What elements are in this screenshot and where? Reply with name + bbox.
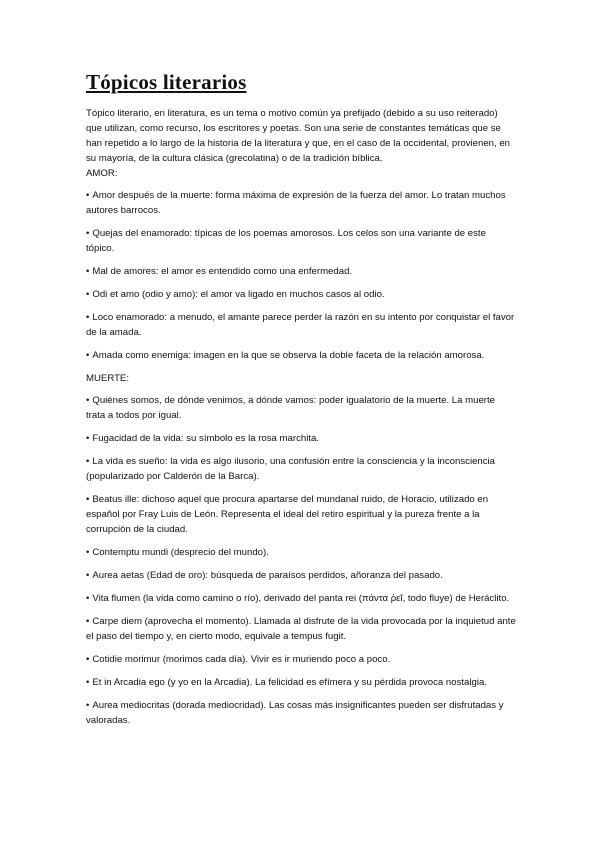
list-item-text: Vita flumen (la vida como camino o río), derivado del panta rei (πάντα ῥεῖ, todo fluye) de Heráclito.: [92, 593, 510, 604]
list-item-text: Carpe diem (aprovecha el momento). Llamada al disfrute de la vida provocada por la inquietud ante el paso del tiempo y, en cierto modo, equivale a tempus fugit.: [86, 616, 516, 642]
list-item: [86, 348, 516, 363]
list-item: [86, 591, 516, 606]
amor-list: [86, 188, 516, 363]
list-item: [86, 287, 516, 302]
list-item: [86, 226, 516, 256]
list-item: [86, 310, 516, 340]
list-item-text: La vida es sueño: la vida es algo ilusorio, una confusión entre la consciencia y la inconsciencia (popularizado por Calderón de la Barca).: [86, 456, 496, 482]
list-item-text: Quiénes somos, de dónde venimos, a dónde vamos: poder igualatorio de la muerte. La muerte trata a todos por igual.: [86, 395, 496, 421]
list-item-text: Loco enamorado: a menudo, el amante parece perder la razón en su intento por conquistar el favor de la amada.: [86, 312, 515, 338]
list-item: [86, 698, 516, 728]
bullet-icon: •: [86, 570, 90, 581]
list-item: [86, 675, 516, 690]
list-item-text: Amor después de la muerte: forma máxima de expresión de la fuerza del amor. Lo tratan muchos autores barrocos.: [86, 190, 506, 216]
list-item-text: Cotidie morimur (morimos cada día). Vivir es ir muriendo poco a poco.: [92, 654, 391, 665]
muerte-list: [86, 393, 516, 728]
bullet-icon: •: [86, 593, 90, 604]
page-title: Tópicos literarios: [86, 70, 247, 94]
bullet-icon: •: [86, 433, 90, 444]
list-item-text: Mal de amores: el amor es entendido como una enfermedad.: [92, 266, 353, 277]
list-item-text: Aurea aetas (Edad de oro): búsqueda de paraísos perdidos, añoranza del pasado.: [92, 570, 443, 581]
bullet-icon: •: [86, 700, 90, 711]
bullet-icon: •: [86, 312, 90, 323]
bullet-icon: •: [86, 228, 90, 239]
list-item: [86, 393, 516, 423]
section-heading-amor: AMOR:: [86, 168, 118, 179]
bullet-icon: •: [86, 677, 90, 688]
bullet-icon: •: [86, 350, 90, 361]
list-item-text: Quejas del enamorado: típicas de los poemas amorosos. Los celos son una variante de este tópico.: [86, 228, 486, 254]
bullet-icon: •: [86, 395, 90, 406]
bullet-icon: •: [86, 616, 90, 627]
list-item: [86, 264, 516, 279]
list-item-text: Et in Arcadia ego (y yo en la Arcadia). La felicidad es efímera y su pérdida provoca nostalgia.: [92, 677, 487, 688]
intro-paragraph: Tópico literario, en literatura, es un tema o motivo común ya prefijado (debido a su uso reiterado) que utilizan, como recurso, los escritores y poetas. Son una serie de constantes temáticas que se han repetido a lo largo de la historia de la literatura y que, en el caso de la occidental, provienen, en su mayoría, de la cultura clásica (grecolatina) o de la tradición bíblica.: [86, 108, 510, 164]
bullet-icon: •: [86, 289, 90, 300]
list-item: [86, 568, 516, 583]
document-page: [86, 70, 516, 736]
list-item: [86, 545, 516, 560]
bullet-icon: •: [86, 494, 90, 505]
bullet-icon: •: [86, 654, 90, 665]
bullet-icon: •: [86, 456, 90, 467]
list-item: [86, 431, 516, 446]
section-heading-muerte: MUERTE:: [86, 373, 129, 384]
list-item-text: Odi et amo (odio y amo): el amor va ligado en muchos casos al odio.: [92, 289, 385, 300]
bullet-icon: •: [86, 547, 90, 558]
list-item-text: Aurea mediocritas (dorada mediocridad). Las cosas más insignificantes pueden ser disfrutadas y valoradas.: [86, 700, 504, 726]
list-item-text: Contemptu mundi (desprecio del mundo).: [92, 547, 269, 558]
list-item: [86, 492, 516, 537]
list-item: [86, 614, 516, 644]
list-item-text: Beatus ille: dichoso aquel que procura apartarse del mundanal ruido, de Horacio, utilizado en español por Fray Luis de León. Representa el ideal del retiro espiritual y la pureza frente a la corrupción de la ciudad.: [86, 494, 489, 535]
list-item: [86, 188, 516, 218]
list-item-text: Fugacidad de la vida: su símbolo es la rosa marchita.: [92, 433, 319, 444]
list-item-text: Amada como enemiga: imagen en la que se observa la doble faceta de la relación amorosa.: [92, 350, 485, 361]
bullet-icon: •: [86, 266, 90, 277]
bullet-icon: •: [86, 190, 90, 201]
list-item: [86, 652, 516, 667]
list-item: [86, 454, 516, 484]
